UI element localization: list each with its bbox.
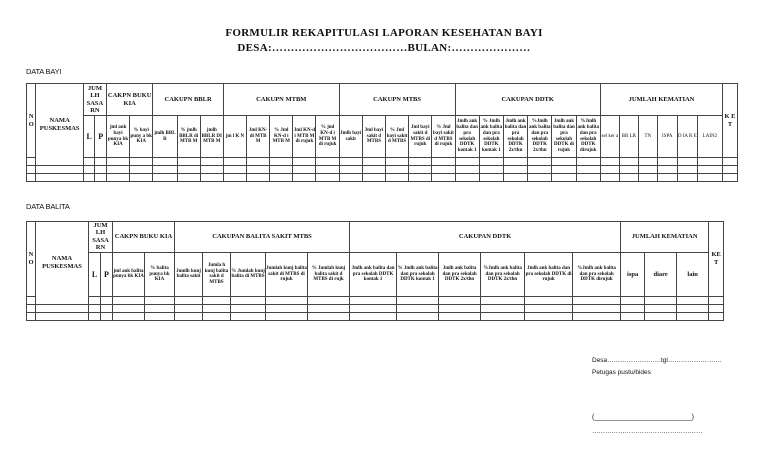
section-label-balita: DATA BALITA: [26, 202, 70, 211]
subheader-cell: Jmlh ank balita dan pra sekolah DDTK kontak 1: [455, 116, 479, 158]
subheader-cell: Jmlh ank balita dan pra sekolah DDTK di rujuk: [525, 252, 573, 296]
table-row: [27, 312, 724, 320]
col-cakupan-mtbs: CAKUPN MTBS: [339, 84, 455, 116]
col-l: L: [89, 252, 101, 296]
col-nama-puskesmas: NAMA PUSKESMAS: [36, 222, 89, 305]
col-jumlah-kematian: JUMLAH KEMATIAN: [621, 222, 709, 253]
signature-desa-date-line: Desa…………………….tgl…………………….: [592, 357, 722, 364]
subheader-cell: %Jmlh ank balita dan pra sekolah DDTK 2x/thn: [528, 116, 552, 158]
page-subtitle: DESA:………………………………BULAN:…………………: [237, 42, 531, 54]
col-p: P: [101, 252, 113, 296]
col-no: N O: [27, 222, 36, 297]
col-jumlah-sasaran: JUM LH SASA RN: [89, 222, 113, 253]
subheader-cell: %Jmlh ank balita dan pra sekolah DDTK dirujuk: [576, 116, 600, 158]
subheader-cell: Jmlh ank balita dan pra sekolah DDTK 2x/thn: [439, 252, 481, 296]
subheader-cell: BB LR: [619, 116, 638, 158]
subheader-cell: ISPA: [657, 116, 677, 158]
subheader-cell: D IA R E: [677, 116, 697, 158]
col-cakupan-ddtk: CAKUPAN DDTK: [455, 84, 600, 116]
subheader-cell: % Jmlh ank balita dan pra sekolah DDTK kontak 1: [479, 116, 503, 158]
subheader-cell: Jumla h kunj balita sakit d MTBS: [203, 252, 231, 296]
subheader-cell: % Jmlh ank balita dan pra sekolah DDTK kontak 1: [397, 252, 439, 296]
subheader-cell: jml ank balita punya bk KIA: [113, 252, 145, 296]
table-row: [27, 304, 724, 312]
subheader-cell: Jml bayi sakit d MTBS: [362, 116, 385, 158]
col-cakupan-buku-kia: CAKPN BUKU KIA: [107, 84, 153, 116]
col-jumlah-sasaran: JUM LH SASA RN: [83, 84, 106, 116]
subheader-cell: Jml KN-d i MTB M di rujuk: [293, 116, 316, 158]
subheader-cell: jmlh BBLR DI MTB M: [200, 116, 223, 158]
col-cakupan-ddtk: CAKUPAN DDTK: [350, 222, 621, 253]
table-row: [27, 174, 738, 182]
subheader-cell: Jml KN-di MTB M: [247, 116, 270, 158]
subheader-cell: jml ank bayi punya bk KIA: [107, 116, 130, 158]
subheader-cell: Jmlh bayi sakit: [339, 116, 362, 158]
subheader-cell: % balita punya bk KIA: [145, 252, 175, 296]
subheader-cell: LAIN2: [697, 116, 722, 158]
subheader-cell: % bayi puny a bk KIA: [130, 116, 153, 158]
col-cakupan-balita-sakit-mtbs: CAKUPAN BALITA SAKIT MTBS: [175, 222, 350, 253]
col-cakupan-bblr: CAKUPN BBLR: [153, 84, 224, 116]
subheader-cell: lain: [677, 252, 709, 296]
table-row: [27, 166, 738, 174]
signature-petugas-label: Petugas pustu/bides: [592, 369, 651, 376]
page-title: FORMULIR REKAPITULASI LAPORAN KESEHATAN BAYI: [225, 27, 543, 39]
col-l: L: [83, 116, 95, 158]
col-nama-puskesmas: NAMA PUSKESMAS: [36, 84, 83, 166]
table-row: [27, 296, 724, 304]
subheader-cell: % Jml bayi sakit d MTBS di rujuk: [432, 116, 455, 158]
col-p: P: [95, 116, 107, 158]
subheader-cell: % jml KN-d i MTB M di rujuk: [316, 116, 339, 158]
subheader-cell: TN: [638, 116, 657, 158]
subheader-cell: % Jml bayi sakit d MTBS: [386, 116, 409, 158]
col-ket: KE T: [709, 222, 724, 297]
col-no: N O: [27, 84, 36, 158]
subheader-cell: ispa: [621, 252, 645, 296]
subheader-cell: % Jumlah kunj balita sakit d MTBS di rujk: [308, 252, 350, 296]
col-ket: K E T: [723, 84, 738, 158]
subheader-cell: % jmlh BBLR di MTB M: [177, 116, 200, 158]
subheader-cell: Jmlh ank balita dan pra sekolah DDTK 2x/thn: [503, 116, 527, 158]
table-row: [27, 158, 738, 166]
signature-name-bracket: (_________________________): [592, 414, 694, 421]
subheader-cell: Jmlh ank balita dan pra sekolah DDTK di rujuk: [552, 116, 576, 158]
subheader-cell: diare: [645, 252, 677, 296]
signature-bottom-line: ……………………………………………: [592, 428, 703, 435]
subheader-cell: % Jml KN-d i MTB M: [270, 116, 293, 158]
col-jumlah-kematian: JUMLAH KEMATIAN: [600, 84, 722, 116]
subheader-cell: % Jumlah kunj balita di MTBS: [231, 252, 266, 296]
subheader-cell: sel ker a: [600, 116, 619, 158]
section-label-bayi: DATA BAYI: [26, 67, 62, 76]
subheader-cell: %Jmlh ank balita dan pra sekolah DDTK dirujuk: [573, 252, 621, 296]
subheader-cell: jm l K N: [223, 116, 246, 158]
subheader-cell: Jumlah kunj balita sakit di MTBS di rujuk: [266, 252, 308, 296]
col-cakupan-mtbm: CAKUPN MTBM: [223, 84, 339, 116]
subheader-cell: jmlh BBL R: [153, 116, 177, 158]
table-bayi: [26, 83, 738, 182]
table-balita: [26, 221, 724, 321]
col-cakupan-buku-kia: CAKPN BUKU KIA: [113, 222, 175, 253]
subheader-cell: Jml bayi sakit d MTBS di rujuk: [409, 116, 432, 158]
subheader-cell: %Jmlh ank balita dan pra sekolah DDTK 2x/thn: [481, 252, 525, 296]
subheader-cell: Jmlh ank balita dan pra sekolah DDTK kontak 1: [350, 252, 397, 296]
subheader-cell: Jumlh kunj balita sakit: [175, 252, 203, 296]
